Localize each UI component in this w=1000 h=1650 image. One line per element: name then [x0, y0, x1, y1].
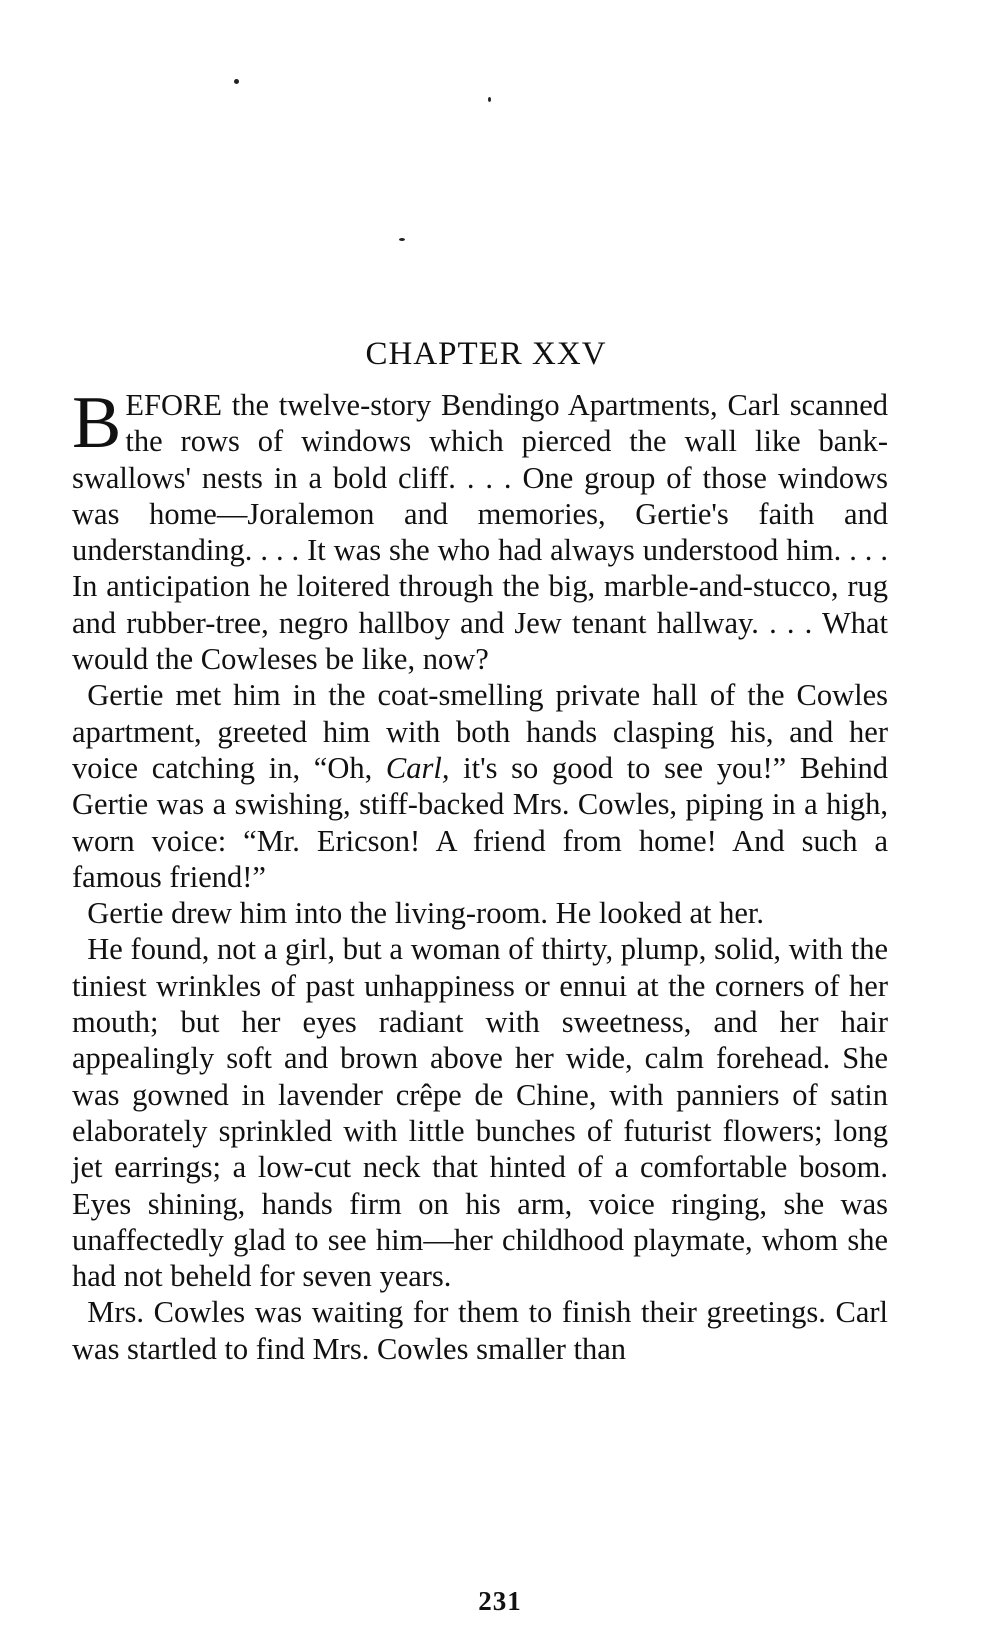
scan-speck [234, 79, 239, 84]
paragraph-1-text: the twelve-story Bendingo Apartments, Carl scanned the rows of windows which pierced the wall like bank-swallows' nests in a bold cliff. . . . One group of those windows was home—Joralemon and memories, Gertie's faith and understanding. . . . It was she who had always understood him. . . . In anticipation he loitered through the big, marble-and-stucco, rug and rubber-tree, negro hallboy and Jew tenant hallway. . . . What would the Cowleses be like, now? [72, 388, 888, 677]
paragraph-4 [72, 931, 888, 1294]
first-word-rest: EFORE [125, 388, 222, 422]
scan-speck [488, 97, 491, 102]
page-body [72, 336, 888, 1367]
paragraph-4-text: He found, not a girl, but a woman of thirty, plump, solid, with the tiniest wrinkles of past unhappiness or ennui at the corners of her mouth; but her eyes radiant with sweetness, and her hair appealingly soft and brown above her wide, calm forehead. She was gowned in lavender crêpe de Chine, with panniers of satin elaborately sprinkled with little bunches of futurist flowers; long jet earrings; a low-cut neck that hinted of a comfortable bosom. Eyes shining, hands firm on his arm, voice ringing, she was unaffectedly glad to see him—her childhood playmate, whom she had not beheld for seven years. [72, 932, 888, 1294]
drop-cap: B [72, 382, 122, 464]
paragraph-3 [72, 895, 888, 931]
paragraph-3-text: Gertie drew him into the living-room. He looked at her. [87, 896, 765, 931]
page-number: 231 [478, 1586, 522, 1616]
paragraph-2 [72, 677, 888, 895]
paragraph-2-text-a: Gertie met him in the coat-smelling private hall of the Cowles apartment, greeted him with both hands clasping his, and her voice catching in, “Oh, [72, 678, 888, 785]
paragraph-2-emphasis: Carl, [385, 750, 450, 785]
paragraph-2-text-b: it's so good to see you!” Behind Gertie was a swishing, stiff-backed Mrs. Cowles, piping in a high, worn voice: “Mr. Ericson! A friend from home! And such a famous friend!” [72, 750, 888, 894]
paragraph-5-text: Mrs. Cowles was waiting for them to finish their greetings. Carl was startled to find Mrs. Cowles smaller than [72, 1295, 888, 1366]
paragraph-5 [72, 1294, 888, 1367]
paragraph-1 [72, 382, 888, 677]
scan-speck [399, 238, 405, 241]
chapter-heading: CHAPTER XXV [365, 336, 607, 372]
